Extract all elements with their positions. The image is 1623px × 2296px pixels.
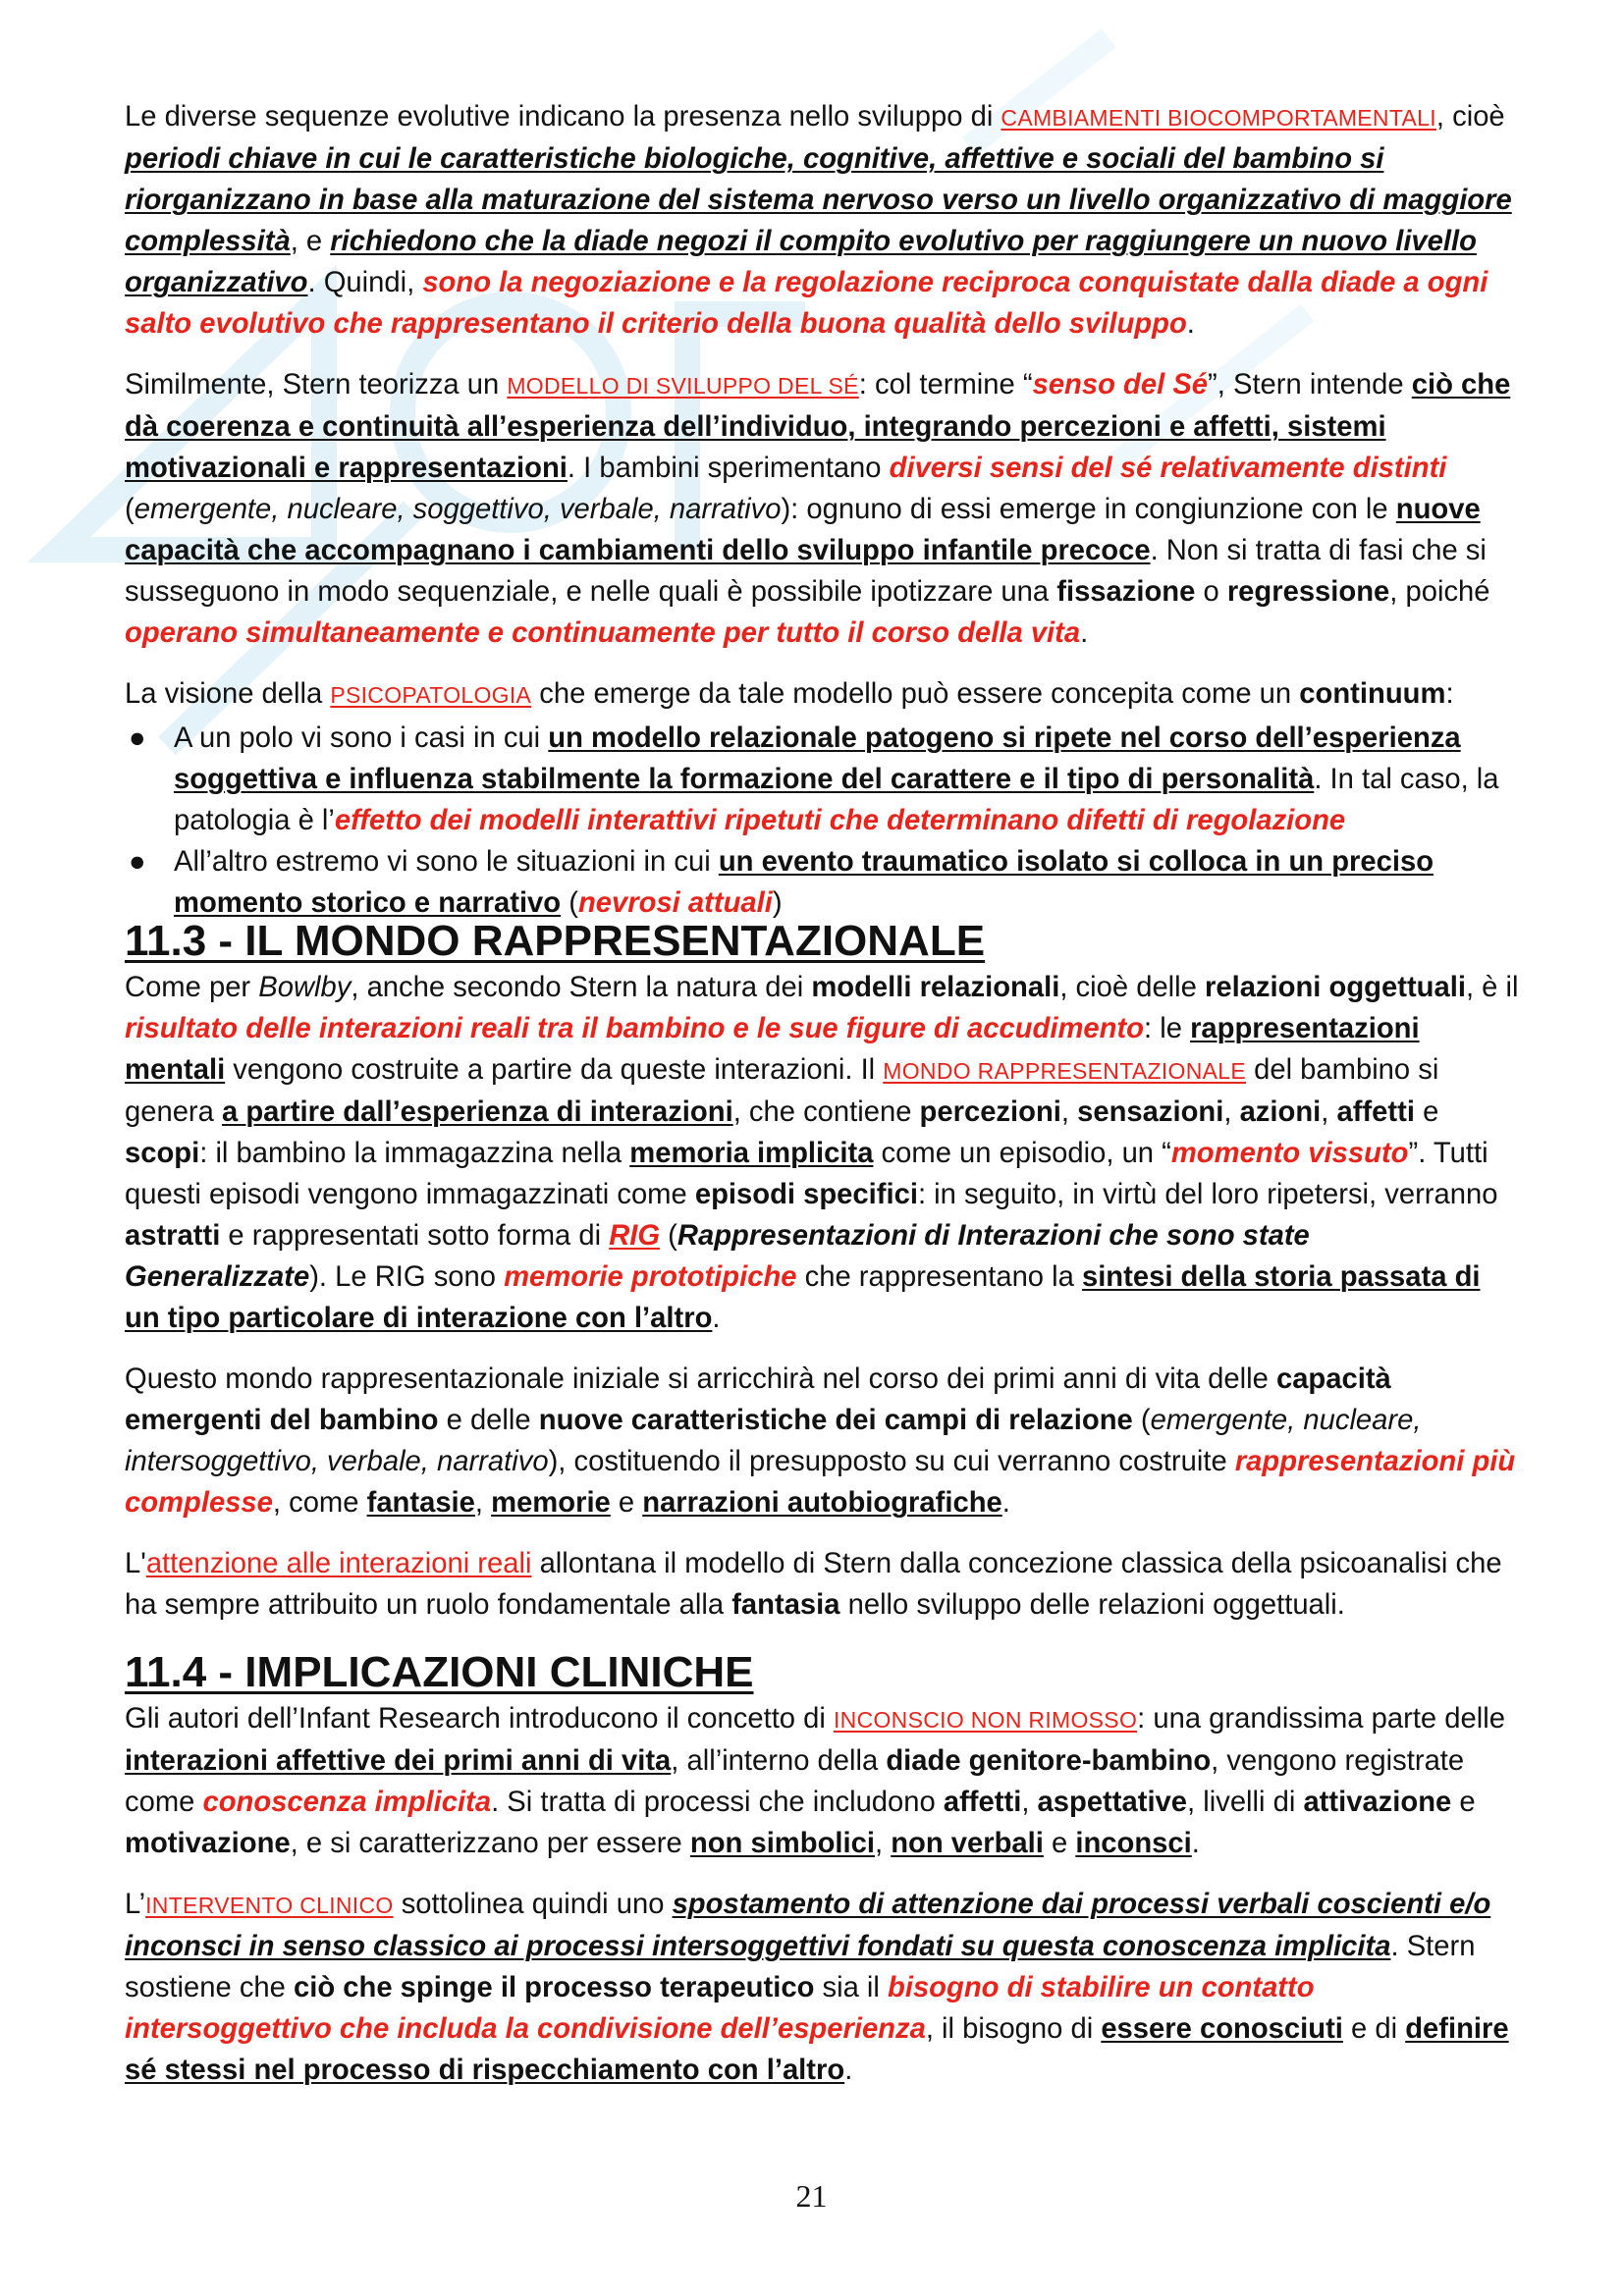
paragraph-clinical-intervention: L’INTERVENTO CLINICO sottolinea quindi uno spostamento di attenzione dai processi verbali coscienti e/o inconsci in senso classico ai processi intersoggettivi fondati su questa conoscenza implicita. Stern sostiene che ciò che spinge il processo terapeutico sia il bisogno di stabilire un contatto intersoggettivo che includa la condivisione dell’esperienza, il bisogno di essere conosciuti e di definire sé stessi nel processo di rispecchiamento con l’altro. [125, 1889, 1509, 2086]
list-item: ● A un polo vi sono i casi in cui un modello relazionale patogeno si ripete nel corso dell’esperienza soggettiva e influenza stabilmente la formazione del carattere e il tipo di personalità. In tal caso, la patologia è l’effetto dei modelli interattivi ripetuti che determinano difetti di regolazione [125, 718, 1519, 841]
term-psicopatologia: PSICOPATOLOGIA [330, 682, 532, 708]
term-mondo-rappresentazionale: MONDO RAPPRESENTAZIONALE [883, 1058, 1247, 1084]
term-cambiamenti-biocomportamentali: CAMBIAMENTI BIOCOMPORTAMENTALI [1001, 105, 1436, 131]
section-heading-11-3: 11.3 - IL MONDO RAPPRESENTAZIONALE [125, 917, 986, 965]
paragraph-unrepressed-unconscious: Gli autori dell’Infant Research introducono il concetto di INCONSCIO NON RIMOSSO: una grandissima parte delle interazioni affettive dei primi anni di vita, all’interno della diade genitore-bambino, vengono registrate come conoscenza implicita. Si tratta di processi che includono affetti, aspettative, livelli di attivazione e motivazione, e si caratterizzano per essere non simbolici, non verbali e inconsci. [125, 1703, 1505, 1859]
paragraph-psychopathology: La visione della PSICOPATOLOGIA che emerge da tale modello può essere concepita come un continuum: [125, 678, 1454, 710]
document-page [125, 96, 1519, 2110]
paragraph-real-interactions: L'attenzione alle interazioni reali allontana il modello di Stern dalla concezione classica della psicoanalisi che ha sempre attribuito un ruolo fondamentale alla fantasia nello sviluppo delle relazioni oggettuali. [125, 1548, 1502, 1621]
paragraph-self-model: Similmente, Stern teorizza un MODELLO DI SVILUPPO DEL SÉ: col termine “senso del Sé”, Stern intende ciò che dà coerenza e continuità all’esperienza dell’individuo, integrando percezioni e affetti, sistemi motivazionali e rappresentazioni. I bambini sperimentano diversi sensi del sé relativamente distinti (emergente, nucleare, soggettivo, verbale, narrativo): ognuno di essi emerge in congiunzione con le nuove capacità che accompagnano i cambiamenti dello sviluppo infantile precoce. Non si tratta di fasi che si susseguono in modo sequenziale, e nelle quali è possibile ipotizzare una fissazione o regressione, poiché operano simultaneamente e continuamente per tutto il corso della vita. [125, 369, 1511, 649]
term-intervento-clinico: INTERVENTO CLINICO [145, 1893, 394, 1918]
bullet-icon: ● [129, 722, 146, 754]
term-attenzione-interazioni-reali: attenzione alle interazioni reali [145, 1548, 532, 1579]
psychopathology-list [125, 718, 1519, 924]
paragraph-representational-world: Come per Bowlby, anche secondo Stern la natura dei modelli relazionali, cioè delle relazioni oggettuali, è il risultato delle interazioni reali tra il bambino e le sue figure di accudimento: le rappresentazioni mentali vengono costruite a partire da queste interazioni. Il MONDO RAPPRESENTAZIONALE del bambino si genera a partire dall’esperienza di interazioni, che contiene percezioni, sensazioni, azioni, affetti e scopi: il bambino la immagazzina nella memoria implicita come un episodio, un “momento vissuto”. Tutti questi episodi vengono immagazzinati come episodi specifici: in seguito, in virtù del loro ripetersi, verranno astratti e rappresentati sotto forma di RIG (Rappresentazioni di Interazioni che sono state Generalizzate). Le RIG sono memorie prototipiche che rappresentano la sintesi della storia passata di un tipo particolare di interazione con l’altro. [125, 972, 1519, 1334]
list-item: ● All’altro estremo vi sono le situazioni in cui un evento traumatico isolato si colloca in un preciso momento storico e narrativo (nevrosi attuali) [125, 841, 1519, 924]
paragraph-biobehavioral-changes: Le diverse sequenze evolutive indicano la presenza nello sviluppo di CAMBIAMENTI BIOCOMPORTAMENTALI, cioè periodi chiave in cui le caratteristiche biologiche, cognitive, affettive e sociali del bambino si riorganizzano in base alla maturazione del sistema nervoso verso un livello organizzativo di maggiore complessità, e richiedono che la diade negozi il compito evolutivo per raggiungere un nuovo livello organizzativo. Quindi, sono la negoziazione e la regolazione reciproca conquistate dalla diade a ogni salto evolutivo che rappresentano il criterio della buona qualità dello sviluppo. [125, 101, 1512, 340]
paragraph-representational-growth: Questo mondo rappresentazionale iniziale si arricchirà nel corso dei primi anni di vita delle capacità emergenti del bambino e delle nuove caratteristiche dei campi di relazione (emergente, nucleare, intersoggettivo, verbale, narrativo), costituendo il presupposto su cui verranno costruite rappresentazioni più complesse, come fantasie, memorie e narrazioni autobiografiche. [125, 1363, 1516, 1519]
term-modello-sviluppo-se: MODELLO DI SVILUPPO DEL SÉ [507, 373, 859, 399]
term-inconscio-non-rimosso: INCONSCIO NON RIMOSSO [833, 1707, 1138, 1733]
page-number: 21 [795, 2178, 828, 2214]
bullet-icon: ● [129, 846, 146, 878]
section-heading-11-4: 11.4 - IMPLICAZIONI CLINICHE [125, 1648, 754, 1696]
